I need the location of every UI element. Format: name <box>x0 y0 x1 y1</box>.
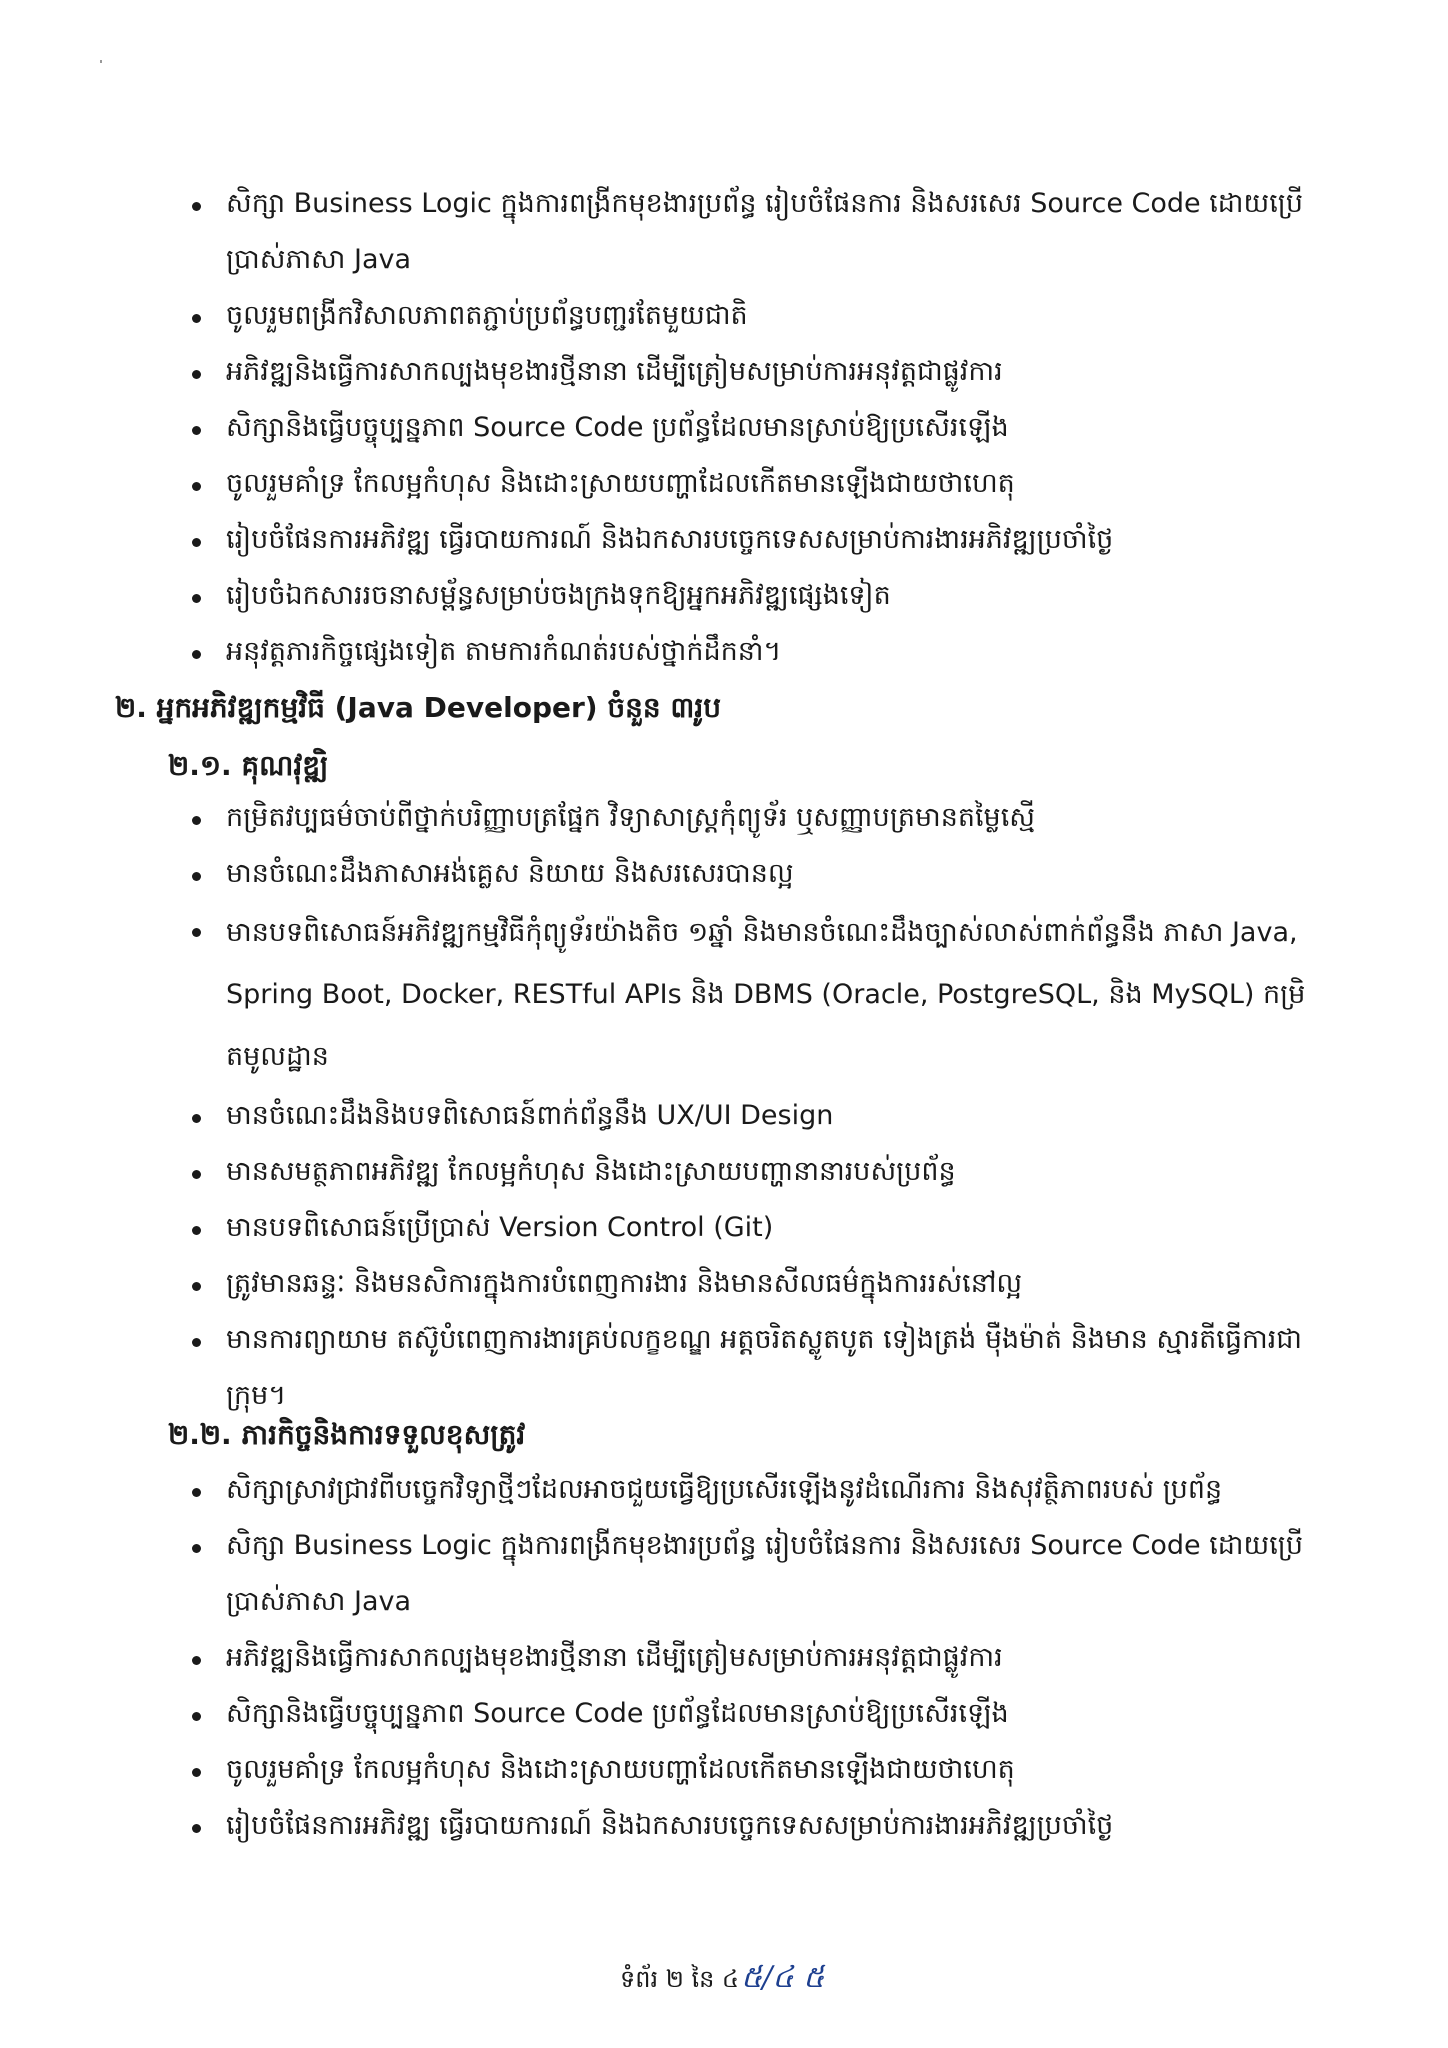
list-item: អភិវឌ្ឍនិងធ្វើការសាកល្បងមុខងារថ្មីនានា ដើម្បីត្រៀមសម្រាប់ការអនុវត្តជាផ្លូវការ <box>190 1630 1340 1686</box>
bullet-icon <box>192 426 201 435</box>
bullet-icon <box>192 1544 201 1553</box>
list-item: សិក្សា Business Logic ក្នុងការពង្រីកមុខងារប្រព័ន្ធ រៀបចំផែនការ និងសរសេរ Source Code ដោយប្រើប្រាស់ភាសា Java <box>190 176 1340 288</box>
list-item: អនុវត្តភារកិច្ចផ្សេងទៀត តាមការកំណត់របស់ថ្នាក់ដឹកនាំ។ <box>190 624 1340 680</box>
bullet-icon <box>192 816 201 825</box>
bullet-icon <box>192 1226 201 1235</box>
list-item: ចូលរួមគាំទ្រ កែលម្អកំហុស និងដោះស្រាយបញ្ហាដែលកើតមានឡើងជាយថាហេតុ <box>190 456 1340 512</box>
list-item: រៀបចំផែនការអភិវឌ្ឍ ធ្វើរបាយការណ៍ និងឯកសារបច្ចេកទេសសម្រាប់ការងារអភិវឌ្ឍប្រចាំថ្ងៃ <box>190 1798 1340 1854</box>
qualifications-list <box>190 790 1340 1424</box>
page-number <box>620 1958 824 1999</box>
bullet-icon <box>192 482 201 491</box>
responsibilities-list <box>190 1462 1340 1854</box>
list-item: ចូលរួមពង្រីកវិសាលភាពតភ្ជាប់ប្រព័ន្ធបញ្ជរតែមួយជាតិ <box>190 288 1340 344</box>
list-item: ចូលរួមគាំទ្រ កែលម្អកំហុស និងដោះស្រាយបញ្ហាដែលកើតមានឡើងជាយថាហេតុ <box>190 1742 1340 1798</box>
list-item: ត្រូវមានឆន្ទៈ និងមនសិការក្នុងការបំពេញការងារ និងមានសីលធម៌ក្នុងការរស់នៅល្អ <box>190 1256 1340 1312</box>
page-number-text: ទំព័រ ២ នៃ ៤ <box>620 1965 739 1993</box>
list-item: មានចំណេះដឹងភាសាអង់គ្លេស និយាយ និងសរសេរបានល្អ <box>190 846 1340 902</box>
list-item: មានបទពិសោធន៍ប្រើប្រាស់ Version Control (Git) <box>190 1200 1340 1256</box>
bullet-icon <box>192 1488 201 1497</box>
bullet-icon <box>192 1656 201 1665</box>
list-item: មានបទពិសោធន៍អភិវឌ្ឍកម្មវិធីកុំព្យូទ័រយ៉ាងតិច ១ឆ្នាំ និងមានចំណេះដឹងច្បាស់លាស់ពាក់ព័ន្ធនឹង ភាសា Java, Spring Boot, Docker, RESTful APIs និង DBMS (Oracle, PostgreSQL, និង MySQL) កម្រិតមូលដ្ឋាន <box>190 902 1340 1088</box>
section2-heading: ២. អ្នកអភិវឌ្ឍកម្មវិធី (Java Developer) ចំនួន ៣រូប <box>115 691 721 724</box>
list-item: កម្រិតវប្បធម៌ចាប់ពីថ្នាក់បរិញ្ញាបត្រផ្នែក វិទ្យាសាស្ត្រកុំព្យូទ័រ ឬសញ្ញាបត្រមានតម្លៃស្មើ <box>190 790 1340 846</box>
section1-bullet-list <box>190 176 1340 680</box>
list-item: សិក្សានិងធ្វើបច្ចុប្បន្នភាព Source Code ប្រព័ន្ធដែលមានស្រាប់ឱ្យប្រសើរឡើង <box>190 400 1340 456</box>
bullet-icon <box>192 1712 201 1721</box>
list-item: រៀបចំផែនការអភិវឌ្ឍ ធ្វើរបាយការណ៍ និងឯកសារបច្ចេកទេសសម្រាប់ការងារអភិវឌ្ឍប្រចាំថ្ងៃ <box>190 512 1340 568</box>
bullet-icon <box>192 314 201 323</box>
list-item: រៀបចំឯកសាររចនាសម្ព័ន្ធសម្រាប់ចងក្រងទុកឱ្យអ្នកអភិវឌ្ឍផ្សេងទៀត <box>190 568 1340 624</box>
bullet-icon <box>192 1170 201 1179</box>
subsection-2-2-heading: ២.២. ភារកិច្ចនិងការទទួលខុសត្រូវ <box>168 1418 526 1451</box>
bullet-icon <box>192 538 201 547</box>
bullet-icon <box>192 594 201 603</box>
list-item: មានចំណេះដឹងនិងបទពិសោធន៍ពាក់ព័ន្ធនឹង UX/UI Design <box>190 1088 1340 1144</box>
list-item: សិក្សានិងធ្វើបច្ចុប្បន្នភាព Source Code ប្រព័ន្ធដែលមានស្រាប់ឱ្យប្រសើរឡើង <box>190 1686 1340 1742</box>
handwritten-mark: ៥/៤ ៥ <box>740 1960 825 1995</box>
bullet-icon <box>192 370 201 379</box>
bullet-icon <box>192 650 201 659</box>
bullet-icon <box>192 1114 201 1123</box>
scan-speck <box>100 60 102 63</box>
bullet-icon <box>192 1824 201 1833</box>
list-item: អភិវឌ្ឍនិងធ្វើការសាកល្បងមុខងារថ្មីនានា ដើម្បីត្រៀមសម្រាប់ការអនុវត្តជាផ្លូវការ <box>190 344 1340 400</box>
bullet-icon <box>192 1282 201 1291</box>
bullet-icon <box>192 872 201 881</box>
bullet-icon <box>192 202 201 211</box>
bullet-icon <box>192 1768 201 1777</box>
list-item: មានការព្យាយាម តស៊ូបំពេញការងារគ្រប់លក្ខខណ្ឌ អត្តចរិតស្លូតបូត ទៀងត្រង់ ម៉ឺងម៉ាត់ និងមាន ស្មារតីធ្វើការជាក្រុម។ <box>190 1312 1340 1424</box>
list-item: សិក្សាស្រាវជ្រាវពីបច្ចេកវិទ្យាថ្មីៗដែលអាចជួយធ្វើឱ្យប្រសើរឡើងនូវដំណើរការ និងសុវត្ថិភាពរបស់ ប្រព័ន្ធ <box>190 1462 1340 1518</box>
bullet-icon <box>192 1338 201 1347</box>
list-item: មានសមត្ថភាពអភិវឌ្ឍ កែលម្អកំហុស និងដោះស្រាយបញ្ហានានារបស់ប្រព័ន្ធ <box>190 1144 1340 1200</box>
subsection-2-1-heading: ២.១. គុណវុឌ្ឍិ <box>168 749 329 782</box>
list-item: សិក្សា Business Logic ក្នុងការពង្រីកមុខងារប្រព័ន្ធ រៀបចំផែនការ និងសរសេរ Source Code ដោយប្រើប្រាស់ភាសា Java <box>190 1518 1340 1630</box>
bullet-icon <box>192 928 201 937</box>
